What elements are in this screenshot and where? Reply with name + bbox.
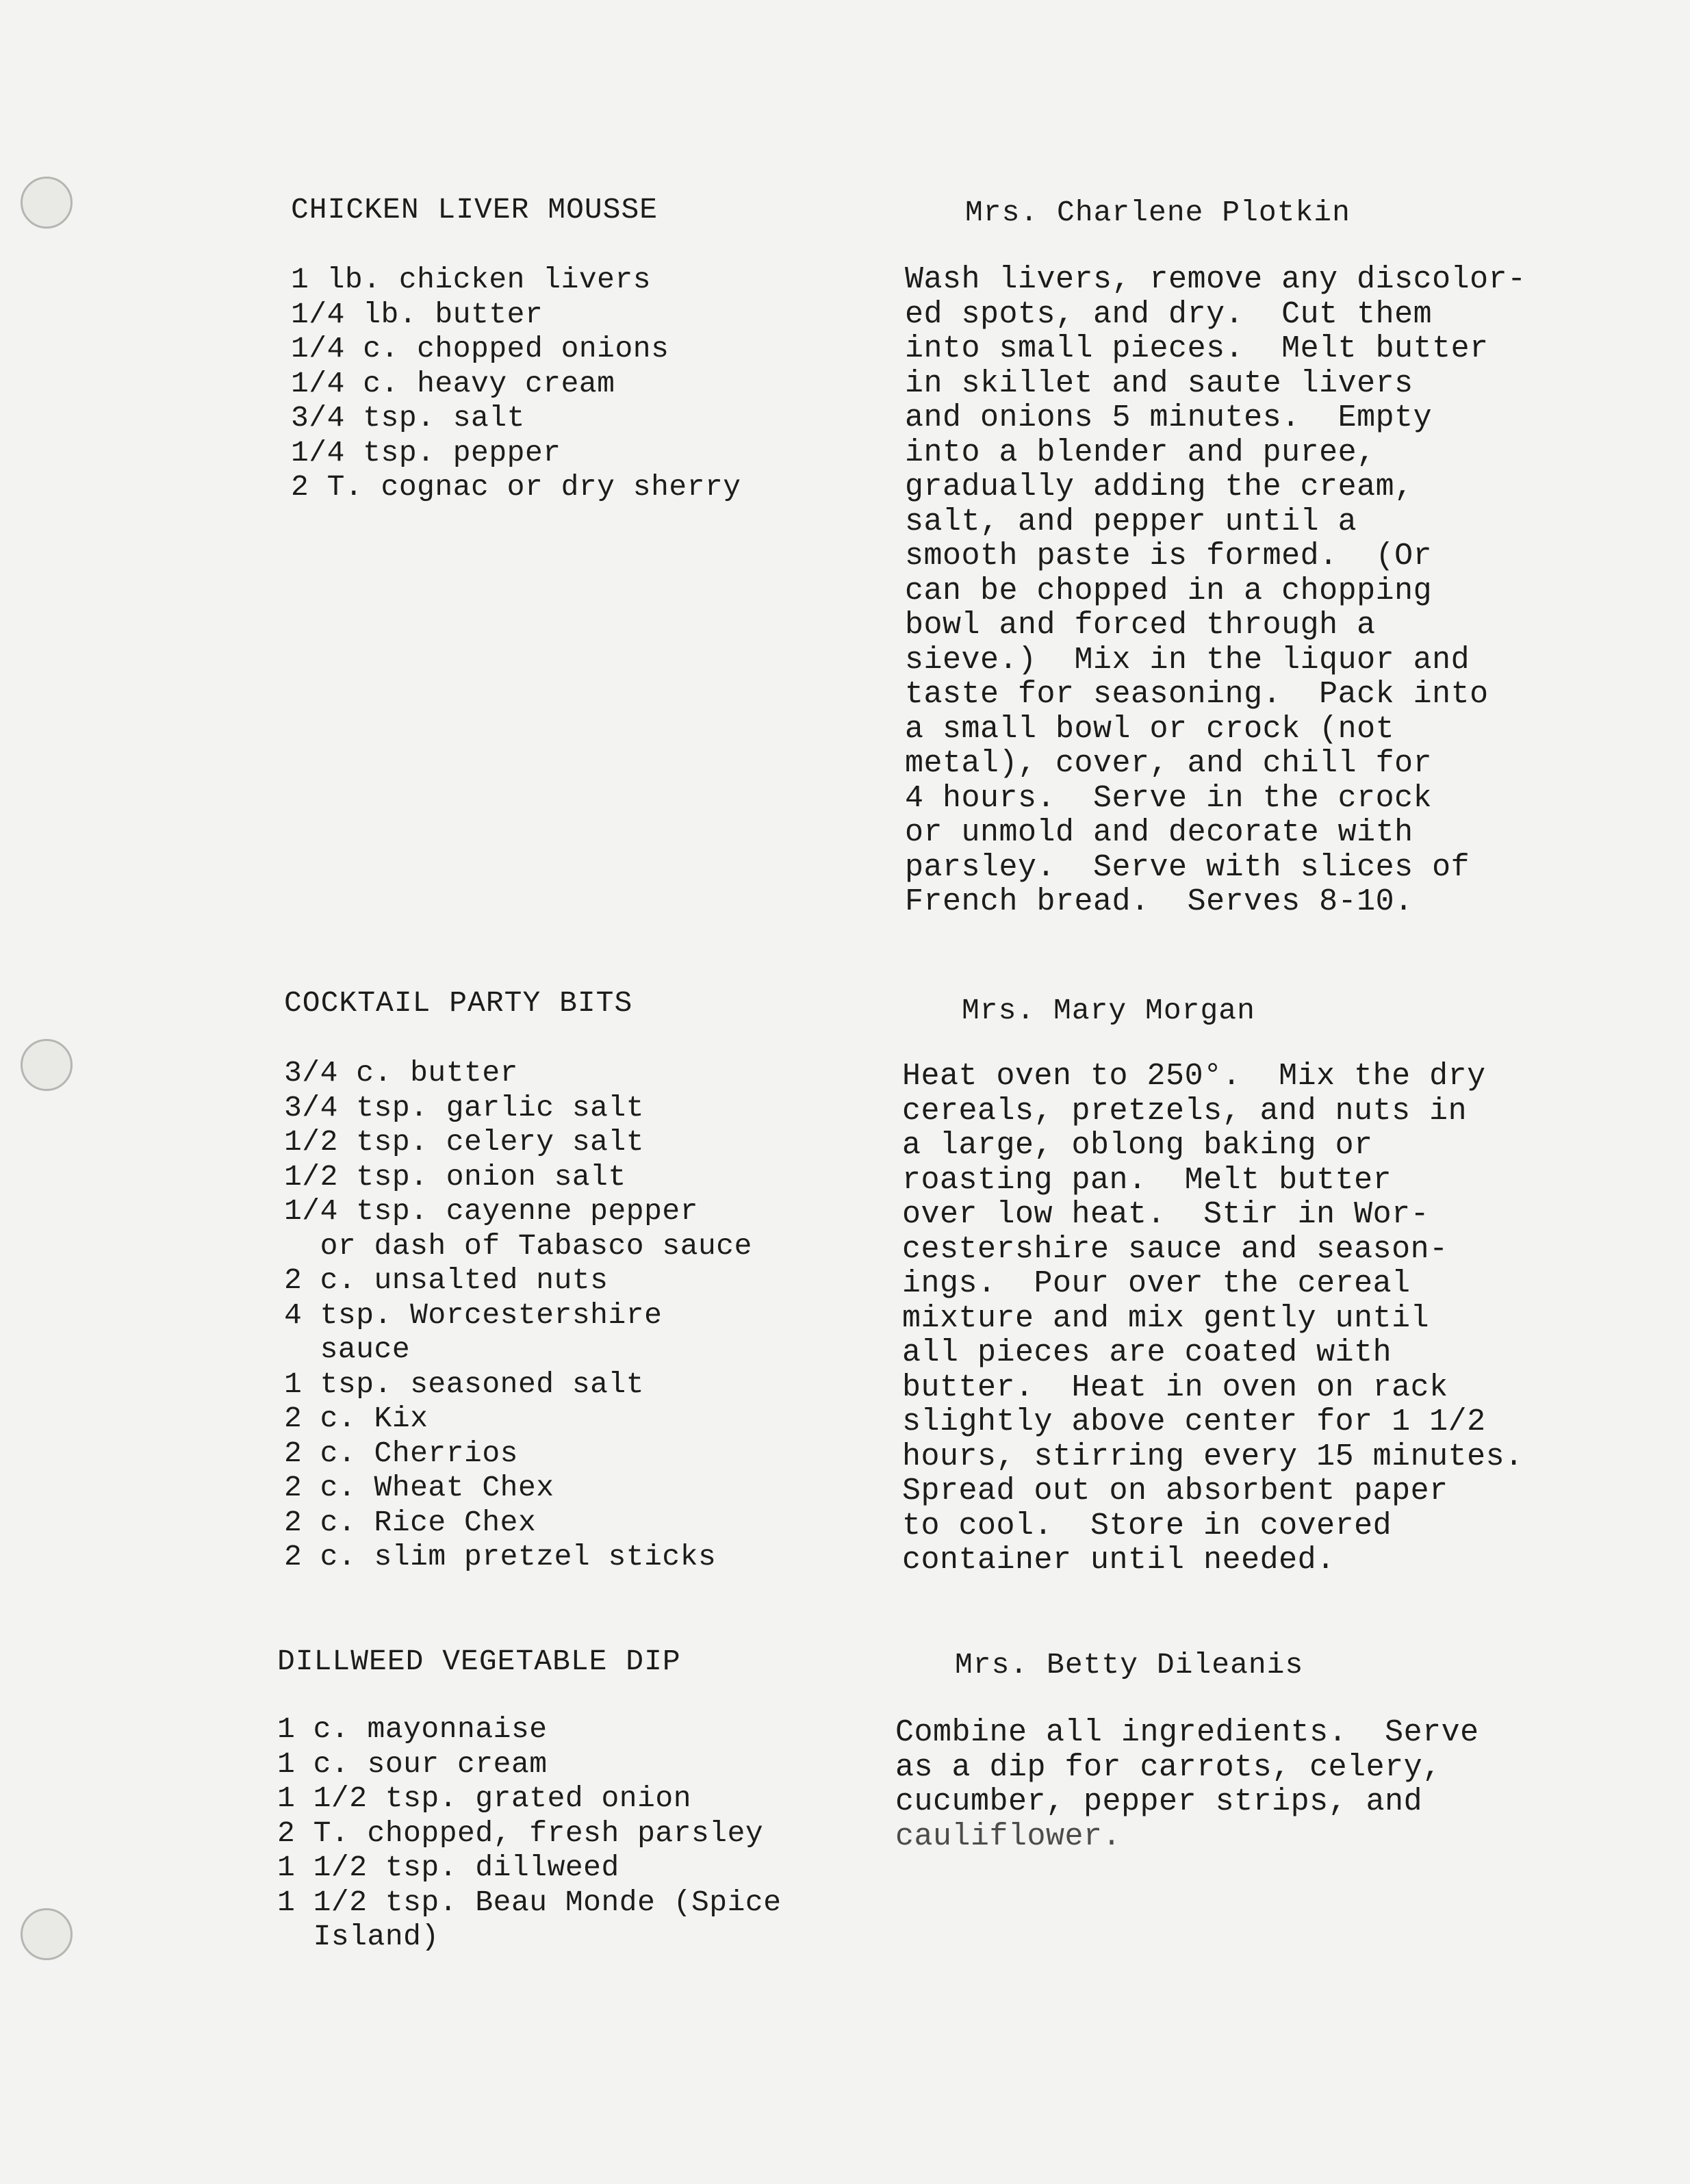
recipe-title-cocktail-party-bits: COCKTAIL PARTY BITS [284,986,633,1020]
directions-text [905,263,1526,920]
direction-line: cestershire sauce and season- [902,1231,1448,1267]
ingredient-line: 1/2 tsp. celery salt [284,1125,645,1159]
direction-line: smooth paste is formed. (Or [905,539,1433,574]
direction-line: cereals, pretzels, and nuts in [902,1093,1468,1129]
ingredient-line: 1 1/2 tsp. Beau Monde (Spice [277,1885,782,1919]
ingredient-line: 2 c. unsalted nuts [284,1263,609,1297]
direction-line: cucumber, pepper strips, and [895,1784,1423,1819]
ingredient-line: 2 c. Rice Chex [284,1505,537,1539]
direction-line: taste for seasoning. Pack into [905,677,1489,712]
direction-line: a large, oblong baking or [902,1128,1373,1163]
recipe-title-chicken-liver-mousse: CHICKEN LIVER MOUSSE [291,193,658,227]
ingredient-line: 2 c. Kix [284,1402,428,1435]
direction-line: and onions 5 minutes. Empty [905,400,1433,435]
direction-line: or unmold and decorate with [905,815,1413,850]
direction-line: parsley. Serve with slices of [905,849,1470,885]
ingredient-line: sauce [284,1333,411,1366]
recipe-author-dileanis: Mrs. Betty Dileanis [955,1648,1304,1682]
ingredient-line: 2 c. Cherrios [284,1436,518,1470]
ingredient-line: 1/4 tsp. pepper [291,435,561,470]
ingredient-line: 1 c. sour cream [277,1747,548,1781]
ingredient-line: 1/2 tsp. onion salt [284,1159,626,1194]
direction-line: cauliflower. [895,1819,1122,1854]
direction-line: roasting pan. Melt butter [902,1162,1392,1198]
ingredient-list [284,1056,752,1575]
recipe-author-morgan: Mrs. Mary Morgan [962,994,1255,1027]
direction-line: mixture and mix gently until [902,1300,1430,1336]
ingredient-line: 2 T. chopped, fresh parsley [277,1816,764,1850]
ingredient-line: 1/4 tsp. cayenne pepper [284,1194,698,1228]
recipe-author-plotkin: Mrs. Charlene Plotkin [965,196,1350,229]
direction-line: Heat oven to 250°. Mix the dry [902,1059,1486,1094]
ingredient-list [277,1712,782,1955]
ingredient-line: 4 tsp. Worcestershire [284,1298,663,1332]
direction-line: ed spots, and dry. Cut them [905,296,1433,332]
direction-line: metal), cover, and chill for [905,746,1433,781]
direction-line: to cool. Store in covered [902,1508,1392,1543]
ingredient-line: 1/4 c. chopped onions [291,332,669,365]
direction-line: hours, stirring every 15 minutes. [902,1439,1524,1474]
direction-line: Spread out on absorbent paper [902,1474,1448,1508]
ingredient-line: Island) [277,1920,439,1953]
direction-line: salt, and pepper until a [905,504,1357,539]
direction-line: ings. Pour over the cereal [902,1266,1411,1301]
ingredient-line: 2 T. cognac or dry sherry [291,470,741,504]
direction-line: over low heat. Stir in Wor- [902,1197,1430,1232]
ingredient-line: 2 c. Wheat Chex [284,1471,554,1504]
direction-line: Combine all ingredients. Serve [895,1715,1479,1750]
punch-hole-middle [21,1039,73,1091]
direction-line: 4 hours. Serve in the crock [905,780,1433,816]
direction-line: can be chopped in a chopping [905,573,1433,608]
direction-line: French bread. Serves 8-10. [905,884,1413,919]
direction-line: a small bowl or crock (not [905,711,1395,747]
ingredient-line: 2 c. slim pretzel sticks [284,1540,717,1573]
directions-text [902,1059,1524,1578]
ingredient-line: 3/4 tsp. garlic salt [284,1090,645,1125]
punch-hole-top [21,177,73,229]
ingredient-line: 1 tsp. seasoned salt [284,1367,645,1401]
ingredient-line: or dash of Tabasco sauce [284,1229,752,1263]
direction-line: in skillet and saute livers [905,365,1413,401]
direction-line: gradually adding the cream, [905,470,1413,504]
direction-line: butter. Heat in oven on rack [902,1370,1448,1405]
direction-line: container until needed. [902,1543,1335,1578]
recipe-title-dillweed-vegetable-dip: DILLWEED VEGETABLE DIP [277,1645,681,1678]
ingredient-line: 1 1/2 tsp. grated onion [277,1782,691,1815]
ingredient-list [291,263,741,505]
direction-line: slightly above center for 1 1/2 [902,1404,1486,1439]
direction-line: into a blender and puree, [905,435,1376,470]
ingredient-line: 3/4 tsp. salt [291,401,525,435]
direction-line: as a dip for carrots, celery, [895,1749,1442,1785]
direction-line: sieve.) Mix in the liquor and [905,642,1470,678]
ingredient-line: 1/4 lb. butter [291,297,543,331]
ingredient-line: 3/4 c. butter [284,1056,518,1090]
ingredient-line: 1 lb. chicken livers [291,263,652,296]
direction-line: bowl and forced through a [905,608,1376,643]
ingredient-line: 1 c. mayonnaise [277,1712,548,1746]
punch-hole-bottom [21,1908,73,1960]
directions-text [895,1716,1479,1854]
direction-line: all pieces are coated with [902,1335,1392,1370]
ingredient-line: 1/4 c. heavy cream [291,366,615,400]
direction-line: Wash livers, remove any discolor- [905,262,1526,297]
ingredient-line: 1 1/2 tsp. dillweed [277,1851,619,1884]
direction-line: into small pieces. Melt butter [905,331,1489,366]
